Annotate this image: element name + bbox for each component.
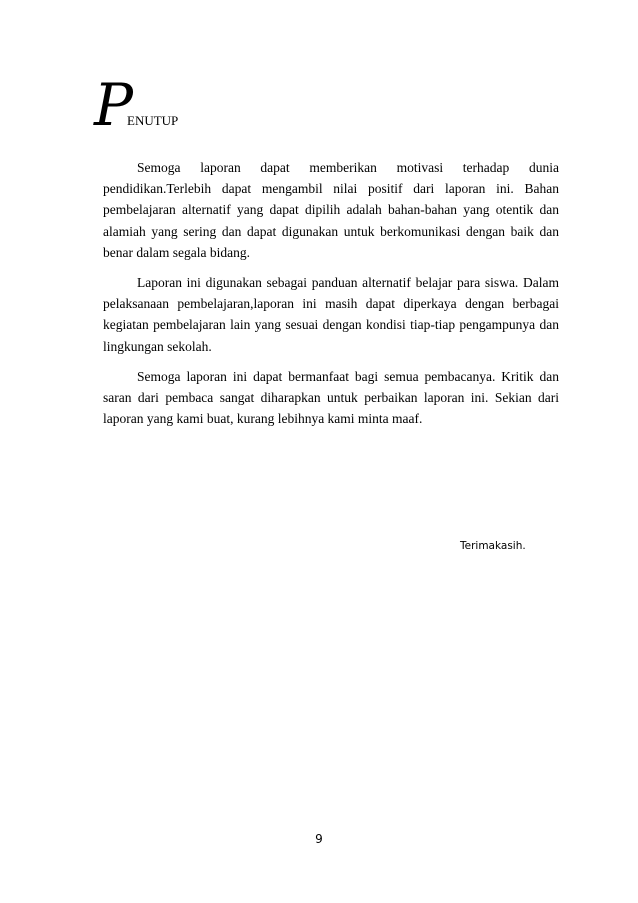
body-text: [103, 157, 559, 438]
heading-drop-cap: P: [94, 71, 132, 139]
closing-text: Terimakasih.: [460, 540, 526, 552]
paragraph-1: Semoga laporan dapat memberikan motivasi terhadap dunia pendidikan.Terlebih dapat mengambil nilai positif dari laporan ini. Bahan pembelajaran alternatif yang dapat dipilih adalah bahan-bahan yang otentik dan alamiah yang sering dan dapat digunakan untuk berkomunikasi dengan baik dan benar dalam segala bidang.: [103, 160, 559, 260]
paragraph-2: Laporan ini digunakan sebagai panduan alternatif belajar para siswa. Dalam pelaksanaan pembelajaran,laporan ini masih dapat diperkaya dengan berbagai kegiatan pembelajaran lain yang sesuai dengan kondisi tiap-tiap pengampunya dan lingkungan sekolah.: [103, 275, 559, 354]
page-number: 9: [315, 832, 323, 846]
heading-text: ENUTUP: [127, 113, 179, 128]
paragraph-3: Semoga laporan ini dapat bermanfaat bagi semua pembacanya. Kritik dan saran dari pembaca sangat diharapkan untuk perbaikan laporan ini. Sekian dari laporan yang kami buat, kurang lebihnya kami minta maaf.: [103, 368, 559, 427]
